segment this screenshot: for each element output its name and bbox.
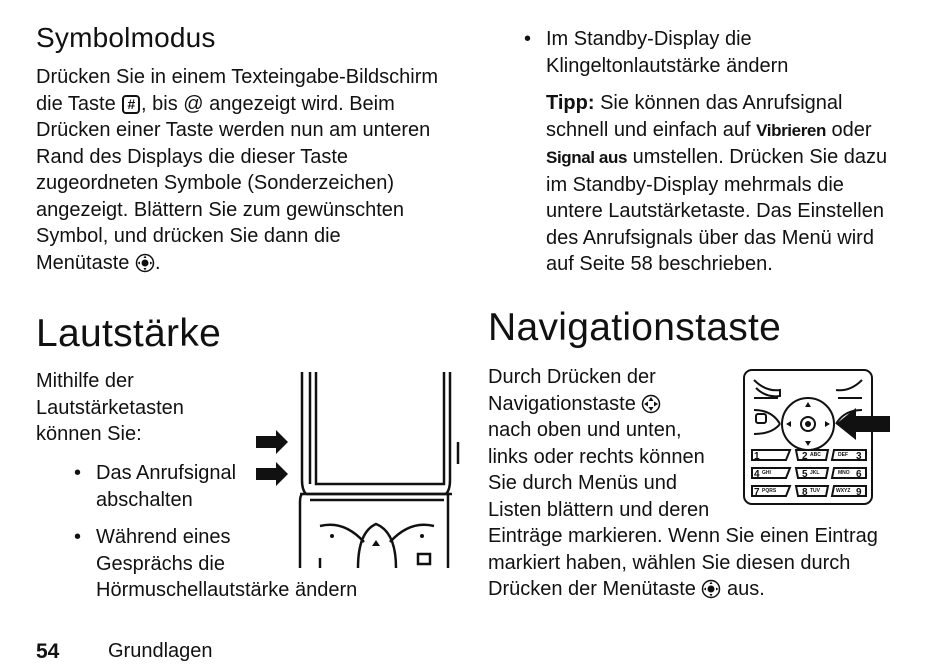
- text-fragment: Menütaste: [36, 251, 130, 274]
- text-line: abschalten: [96, 488, 193, 511]
- key-6-letters: MNO: [838, 470, 850, 476]
- text-fragment: Navigationstaste: [488, 392, 636, 415]
- volume-heading: Lautstärke: [36, 312, 222, 355]
- text-line: Mithilfe der: [36, 370, 134, 392]
- text-line: Listen blättern und deren: [488, 498, 710, 521]
- key-4: 4: [754, 469, 760, 480]
- text-line: [546, 117, 926, 145]
- navigation-heading: Navigationstaste: [488, 306, 782, 349]
- symbol-mode-heading: Symbolmodus: [36, 22, 216, 53]
- key-3: 3: [856, 451, 862, 462]
- nav-key-icon: [641, 394, 661, 414]
- page-number: 54: [36, 640, 60, 663]
- key-5: 5: [802, 469, 808, 480]
- tip-label: Tipp:: [546, 92, 595, 114]
- text-fragment: umstellen. Drücken Sie dazu: [632, 146, 888, 168]
- text-line: nach oben und unten,: [488, 419, 682, 441]
- text-line: Klingeltonlautstärke ändern: [546, 54, 789, 77]
- key-6: 6: [856, 469, 862, 480]
- key-8-letters: TUV: [810, 488, 820, 494]
- menu-key-icon: [701, 579, 721, 599]
- text-line: angezeigt. Blättern Sie zum gewünschten: [36, 198, 404, 221]
- arrow-icon: [836, 408, 890, 440]
- text-line: Drücken einer Taste werden nun am unteren: [36, 119, 431, 141]
- bullet: •: [74, 526, 82, 548]
- text-line: Lautstärketasten: [36, 396, 184, 419]
- arrow-icon: [256, 430, 288, 486]
- text-line: im Standby-Display mehrmals die: [546, 173, 844, 196]
- bullet: •: [524, 28, 532, 50]
- key-7-letters: PQRS: [762, 488, 777, 494]
- symbol-mode-text: [36, 64, 466, 276]
- text-line: Drücken Sie in einem Texteingabe-Bildschirm: [36, 66, 439, 88]
- text-line: [546, 90, 926, 117]
- text-line: des Anrufsignals über das Menü wird: [546, 226, 874, 249]
- key-7: 7: [754, 487, 760, 498]
- text-fragment: oder: [831, 118, 872, 141]
- text-fragment: , bis @ angezeigt wird. Beim: [141, 92, 395, 115]
- key-1: 1: [754, 451, 760, 462]
- text-fragment: Drücken der Menütaste: [488, 578, 696, 600]
- text-fragment: Sie können das Anrufsignal: [600, 92, 843, 114]
- text-line: zugeordneten Symbole (Sonderzeichen): [36, 172, 394, 194]
- bullet: •: [74, 462, 82, 484]
- key-2-letters: ABC: [810, 452, 821, 458]
- text-fragment: schnell und einfach auf: [546, 118, 751, 141]
- text-fragment: die Taste: [36, 92, 116, 115]
- menu-option-signal-aus: Signal aus: [546, 148, 628, 167]
- text-line: Durch Drücken der: [488, 366, 656, 388]
- text-line: links oder rechts können: [488, 445, 705, 468]
- key-5-letters: JKL: [810, 470, 820, 476]
- text-fragment: aus.: [727, 578, 765, 600]
- section-name: Grundlagen: [108, 640, 213, 662]
- key-9-letters: WXYZ: [836, 488, 851, 494]
- key-8: 8: [802, 487, 808, 498]
- text-line: Symbol, und drücken Sie dann die: [36, 225, 341, 247]
- text-line: markiert haben, wählen Sie diesen durch: [488, 551, 851, 574]
- text-line: Das Anrufsignal: [96, 462, 237, 484]
- key-3-letters: DEF: [838, 452, 848, 458]
- text-line: Rand des Displays die dieser Taste: [36, 145, 349, 168]
- menu-option-vibrieren: Vibrieren: [756, 120, 826, 140]
- text-line: Hörmuschellautstärke ändern: [96, 579, 358, 601]
- text-line: [546, 144, 926, 172]
- text-line: untere Lautstärketaste. Das Einstellen: [546, 200, 884, 222]
- text-line: Während eines: [96, 526, 231, 548]
- text-line: Gesprächs die: [96, 552, 225, 575]
- page-footer: [36, 640, 213, 664]
- text-fragment: .: [154, 251, 161, 274]
- volume-intro: [36, 368, 236, 448]
- text-line: [36, 91, 466, 118]
- text-line: Einträge markieren. Wenn Sie einen Eintrag: [488, 525, 878, 547]
- keypad-illustration: [742, 368, 892, 508]
- text-line: auf Seite 58 beschrieben.: [546, 253, 773, 275]
- text-line: können Sie:: [36, 423, 142, 445]
- phone-side-illustration: [254, 372, 464, 568]
- key-9: 9: [856, 487, 862, 498]
- text-line: Im Standby-Display die: [546, 28, 752, 50]
- key-4-letters: GHI: [762, 470, 771, 476]
- hash-key-icon: #: [122, 95, 140, 114]
- list-item-text: [546, 26, 788, 79]
- key-2: 2: [802, 451, 808, 462]
- text-line: Sie durch Menüs und: [488, 472, 678, 494]
- list-item-text: [96, 460, 236, 513]
- text-line: [36, 250, 466, 277]
- menu-key-icon: [135, 253, 155, 273]
- text-line: [488, 576, 928, 603]
- tip-box: [546, 90, 926, 278]
